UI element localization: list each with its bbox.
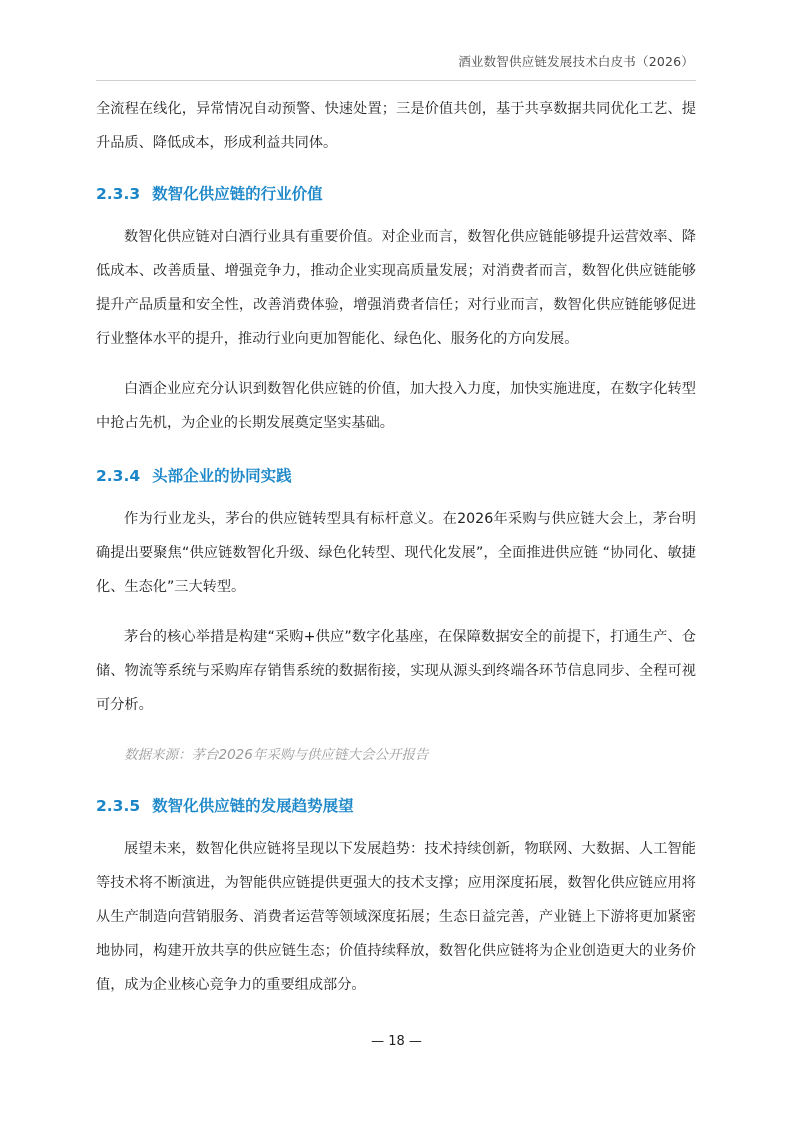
section-number: 2.3.5 bbox=[96, 797, 141, 815]
section-number: 2.3.4 bbox=[96, 467, 141, 485]
section-title: 数智化供应链的发展趋势展望 bbox=[152, 797, 354, 815]
section-2-3-4-paragraph-2: 茅台的核心举措是构建“采购+供应”数字化基座，在保障数据安全的前提下，打通生产、仓储、物流等系统与采购库存销售系统的数据衔接，实现从源头到终端各环节信息同步、全程可视可分析。 bbox=[96, 629, 696, 713]
section-heading-2-3-3 bbox=[96, 180, 696, 208]
page-number: — 18 — bbox=[371, 1034, 422, 1049]
page-content bbox=[96, 92, 696, 1002]
header-title: 酒业数智供应链发展技术白皮书（2026） bbox=[458, 54, 694, 69]
section-heading-2-3-4 bbox=[96, 462, 696, 490]
section-2-3-4-paragraph-1: 作为行业龙头，茅台的供应链转型具有标杆意义。在2026年采购与供应链大会上，茅台明确提出要聚焦“供应链数智化升级、绿色化转型、现代化发展”，全面推进供应链 “协同化、敏捷化、生态化”三大转型。 bbox=[96, 511, 696, 595]
intro-paragraph: 全流程在线化，异常情况自动预警、快速处置；三是价值共创，基于共享数据共同优化工艺、提升品质、降低成本，形成利益共同体。 bbox=[96, 101, 696, 151]
data-source-note: 数据来源：茅台2026年采购与供应链大会公开报告 bbox=[124, 747, 429, 763]
section-2-3-5-paragraph-1: 展望未来，数智化供应链将呈现以下发展趋势：技术持续创新，物联网、大数据、人工智能等技术将不断演进，为智能供应链提供更强大的技术支撑；应用深度拓展，数智化供应链应用将从生产制造向营销服务、消费者运营等领域深度拓展；生态日益完善，产业链上下游将更加紧密地协同，构建开放共享的供应链生态；价值持续释放，数智化供应链将为企业创造更大的业务价值，成为企业核心竞争力的重要组成部分。 bbox=[96, 841, 696, 993]
section-2-3-3-paragraph-2: 白酒企业应充分认识到数智化供应链的价值，加大投入力度，加快实施进度，在数字化转型中抢占先机，为企业的长期发展奠定坚实基础。 bbox=[96, 381, 696, 431]
page-header bbox=[96, 50, 696, 81]
section-2-3-3-paragraph-1: 数智化供应链对白酒行业具有重要价值。对企业而言，数智化供应链能够提升运营效率、降低成本、改善质量、增强竞争力，推动企业实现高质量发展；对消费者而言，数智化供应链能够提升产品质量和安全性，改善消费体验，增强消费者信任；对行业而言，数智化供应链能够促进行业整体水平的提升，推动行业向更加智能化、绿色化、服务化的方向发展。 bbox=[96, 229, 696, 347]
section-number: 2.3.3 bbox=[96, 185, 141, 203]
section-title: 数智化供应链的行业价值 bbox=[152, 185, 323, 203]
section-title: 头部企业的协同实践 bbox=[152, 467, 292, 485]
section-heading-2-3-5 bbox=[96, 792, 696, 820]
